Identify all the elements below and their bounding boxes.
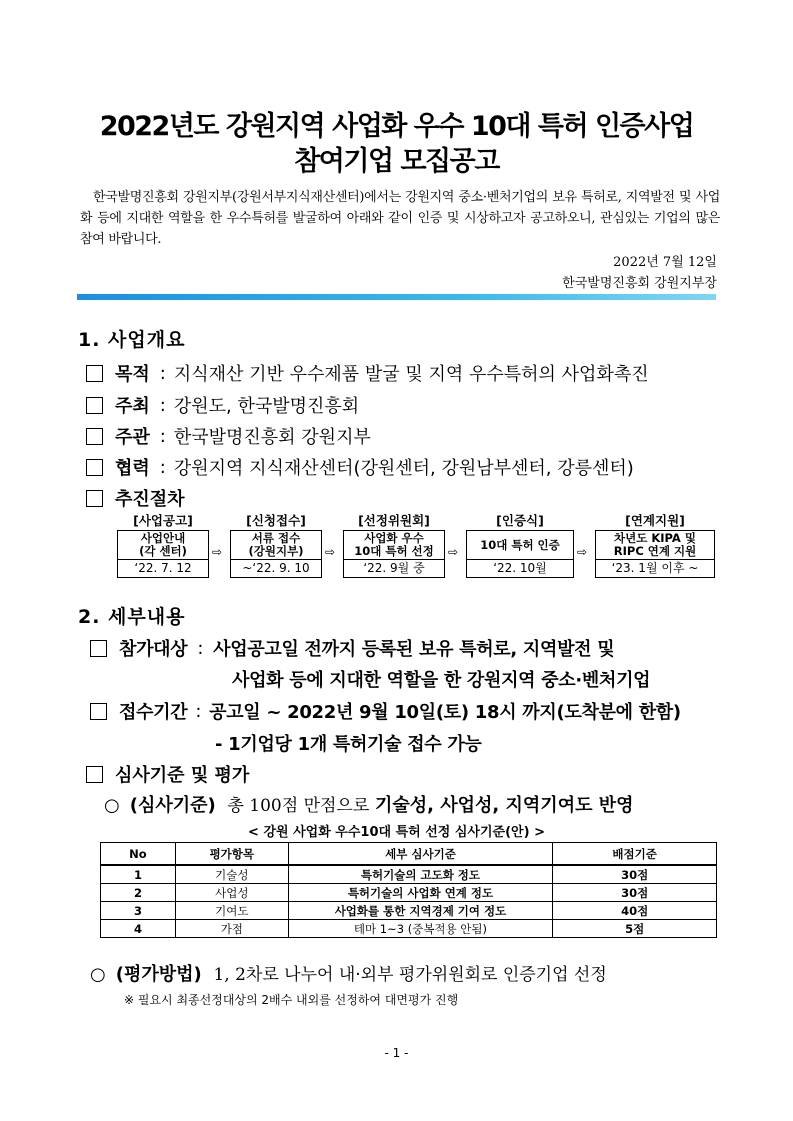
col-category: 평가항목 xyxy=(175,843,288,866)
evaluation-row xyxy=(86,761,251,787)
cell-points: 5점 xyxy=(553,920,717,938)
cell-criteria: 테마 1~3 (중복적용 안됨) xyxy=(288,920,553,938)
cell-criteria: 특허기술의 고도화 정도 xyxy=(288,865,553,884)
cell-category: 사업성 xyxy=(175,884,288,902)
participants-label: 참가대상 xyxy=(119,639,188,660)
arrow-right-icon: ⇨ xyxy=(577,545,588,559)
flow-step-title: [사업공고] xyxy=(133,513,193,528)
overview-cooperation: 협력 : 강원지역 지식재산센터(강원센터, 강원남부센터, 강릉센터) xyxy=(86,454,634,480)
issuer-name: 한국발명진흥회 강원지부장 xyxy=(562,276,717,291)
table-header-row xyxy=(101,843,717,866)
flow-step-body: 사업화 우수 10대 특허 선정 xyxy=(343,530,445,560)
procedure-label: 추진절차 xyxy=(115,489,185,510)
criteria-plain: 총 100점 만점으로 xyxy=(227,796,370,816)
table-row xyxy=(101,902,717,920)
cell-points: 30점 xyxy=(553,865,717,884)
arrow-right-icon: ⇨ xyxy=(212,545,223,559)
flow-step-body: 서류 접수 (강원지부) xyxy=(230,530,322,560)
checkbox-icon xyxy=(90,703,107,720)
flow-step-ceremony xyxy=(466,512,574,578)
cell-criteria: 특허기술의 사업화 연계 정도 xyxy=(288,884,553,902)
cooperation-label: 협력 xyxy=(115,458,150,479)
period-label: 접수기간 xyxy=(119,702,188,723)
flow-step-date: ‘23. 1월 이후 ~ xyxy=(595,560,715,578)
title-divider xyxy=(77,294,716,300)
cell-category: 기여도 xyxy=(175,902,288,920)
overview-purpose: 목적 : 지식재산 기반 우수제품 발굴 및 지역 우수특허의 사업화촉진 xyxy=(86,360,649,386)
flow-step-title: [연계지원] xyxy=(625,513,685,528)
cell-no: 2 xyxy=(101,884,176,902)
section2-heading: 2. 세부내용 xyxy=(78,606,186,628)
method-row: ○ (평가방법) 1, 2차로 나누어 내·외부 평가위원회로 인증기업 선정 xyxy=(90,964,607,985)
procedure-flow xyxy=(117,512,717,592)
cell-category: 가점 xyxy=(175,920,288,938)
flow-step-date: ‘22. 10월 xyxy=(466,560,574,578)
flow-step-body: 차년도 KIPA 및 RIPC 연계 지원 xyxy=(595,530,715,560)
participants-line1: 사업공고일 전까지 등록된 보유 특허로, 지역발전 및 xyxy=(213,639,615,660)
criteria-row: ○ (심사기준) 총 100점 만점으로 기술성, 사업성, 지역기여도 반영 xyxy=(104,795,634,816)
cell-no: 1 xyxy=(101,865,176,884)
col-criteria: 세부 심사기준 xyxy=(288,843,553,866)
table-row xyxy=(101,920,717,938)
announcement-date: 2022년 7월 12일 xyxy=(613,255,717,270)
flow-step-application xyxy=(230,512,322,578)
flow-step-body: 사업안내 (각 센터) xyxy=(117,530,209,560)
criteria-bold: 기술성, 사업성, 지역기여도 반영 xyxy=(375,795,634,816)
document-title-line2: 참여기업 모집공고 xyxy=(294,146,499,177)
flow-step-title: [신청접수] xyxy=(246,513,306,528)
cell-points: 40점 xyxy=(553,902,717,920)
checkbox-icon xyxy=(86,459,103,476)
table-row xyxy=(101,865,717,884)
checkbox-icon xyxy=(86,428,103,445)
flow-step-body: 10대 특허 인증 xyxy=(466,530,574,560)
evaluation-heading: 심사기준 및 평가 xyxy=(115,765,250,786)
purpose-text: 지식재산 기반 우수제품 발굴 및 지역 우수특허의 사업화촉진 xyxy=(173,364,649,385)
criteria-label: (심사기준) xyxy=(129,795,216,816)
section1-heading: 1. 사업개요 xyxy=(78,329,186,351)
table-row xyxy=(101,884,717,902)
period-line1: 공고일 ~ 2022년 9월 10일(토) 18시 까지(도착분에 한함) xyxy=(209,702,681,723)
overview-procedure xyxy=(86,485,187,511)
checkbox-icon xyxy=(86,397,103,414)
flow-step-date: ‘22. 7. 12 xyxy=(117,560,209,578)
overview-organizer: 주관 : 한국발명진흥회 강원지부 xyxy=(86,423,371,449)
flow-step-date: ~‘22. 9. 10 xyxy=(230,560,322,578)
purpose-label: 목적 xyxy=(115,364,150,385)
document-title-line1: 2022년도 강원지역 사업화 우수 10대 특허 인증사업 xyxy=(99,111,694,142)
overview-host: 주최 : 강원도, 한국발명진흥회 xyxy=(86,392,359,418)
period-line2: - 1기업당 1개 특허기술 접수 가능 xyxy=(215,734,482,755)
participants-line2: 사업화 등에 지대한 역할을 한 강원지역 중소·벤처기업 xyxy=(232,670,651,691)
flow-step-support xyxy=(595,512,715,578)
cooperation-text: 강원지역 지식재산센터(강원센터, 강원남부센터, 강릉센터) xyxy=(173,458,634,479)
evaluation-note: ※ 필요시 최종선정대상의 2배수 내외를 선정하여 대면평가 진행 xyxy=(124,993,459,1007)
checkbox-icon xyxy=(86,490,103,507)
cell-points: 30점 xyxy=(553,884,717,902)
host-label: 주최 xyxy=(115,396,150,417)
intro-paragraph: 한국발명진흥회 강원지부(강원서부지식재산센터)에서는 강원지역 중소·벤처기업의 보유 특허로, 지역발전 및 사업화 등에 지대한 역할을 한 우수특허를 발굴하여 아래와 같이 인증 및 시상하고자 공고하오니, 관심있는 기업의 많은 참여 바랍니다. xyxy=(80,190,720,247)
organizer-label: 주관 xyxy=(115,427,150,448)
flow-step-title: [인증식] xyxy=(496,513,544,528)
flow-step-committee xyxy=(343,512,445,578)
col-no: No xyxy=(101,843,176,866)
page-number: - 1 - xyxy=(384,1046,409,1060)
checkbox-icon xyxy=(86,766,103,783)
organizer-text: 한국발명진흥회 강원지부 xyxy=(173,427,371,448)
host-text: 강원도, 한국발명진흥회 xyxy=(173,396,360,417)
participants-row: 참가대상 : 사업공고일 전까지 등록된 보유 특허로, 지역발전 및 xyxy=(90,635,614,661)
flow-step-announcement xyxy=(117,512,209,578)
method-label: (평가방법) xyxy=(115,964,202,985)
arrow-right-icon: ⇨ xyxy=(325,545,336,559)
arrow-right-icon: ⇨ xyxy=(448,545,459,559)
cell-no: 4 xyxy=(101,920,176,938)
cell-no: 3 xyxy=(101,902,176,920)
col-points: 배점기준 xyxy=(553,843,717,866)
method-text: 1, 2차로 나누어 내·외부 평가위원회로 인증기업 선정 xyxy=(213,965,607,985)
checkbox-icon xyxy=(86,365,103,382)
cell-category: 기술성 xyxy=(175,865,288,884)
cell-criteria: 사업화를 통한 지역경제 기여 정도 xyxy=(288,902,553,920)
table-caption: < 강원 사업화 우수10대 특허 선정 심사기준(안) > xyxy=(248,825,545,840)
flow-step-date: ‘22. 9월 중 xyxy=(343,560,445,578)
period-row: 접수기간 : 공고일 ~ 2022년 9월 10일(토) 18시 까지(도착분에 한함) xyxy=(90,698,681,724)
checkbox-icon xyxy=(90,640,107,657)
flow-step-title: [선정위원회] xyxy=(358,513,430,528)
criteria-table xyxy=(100,842,717,938)
